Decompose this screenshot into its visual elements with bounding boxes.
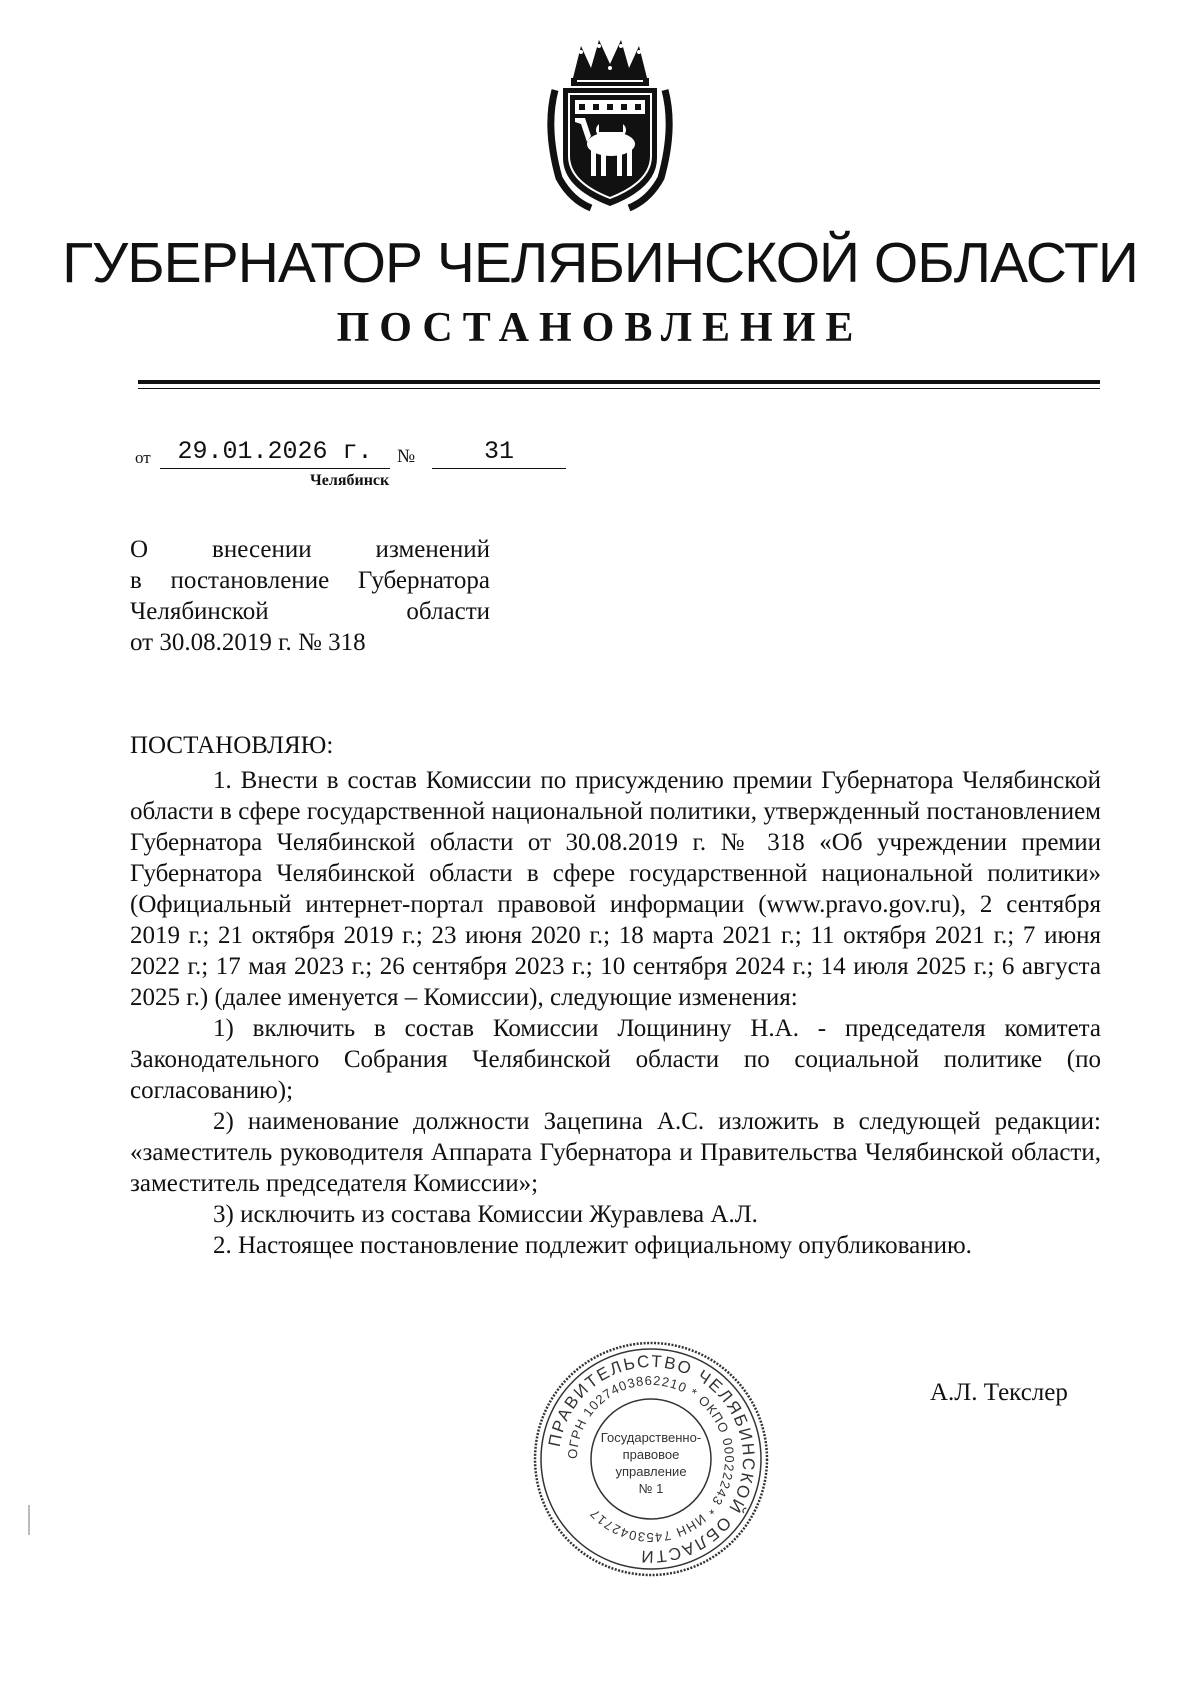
subject-line: Челябинской области	[130, 598, 490, 625]
header-rule-thick	[138, 380, 1100, 384]
authority-title: ГУБЕРНАТОР ЧЕЛЯБИНСКОЙ ОБЛАСТИ	[62, 231, 1138, 295]
body-paragraph: 1) включить в состав Комиссии Лощинину Н.А. - председателя комитета Законодательного Собрания Челябинской области по социальной политике (по согласованию);	[130, 1015, 1101, 1104]
document-date: 29.01.2026 г.	[160, 436, 390, 469]
official-seal-icon	[530, 1338, 772, 1580]
subject-line: О внесении изменений	[130, 536, 490, 563]
scan-margin-mark	[28, 1505, 30, 1535]
document-body	[130, 765, 1101, 1261]
body-paragraph: 2) наименование должности Зацепина А.С. изложить в следующей редакции: «заместитель руководителя Аппарата Губернатора и Правительства Челябинской области, заместитель председателя Комиссии»;	[130, 1108, 1101, 1197]
document-type: ПОСТАНОВЛЕНИЕ	[336, 305, 864, 351]
coat-of-arms-icon	[541, 38, 679, 216]
body-paragraph: 1. Внести в состав Комиссии по присуждению премии Губернатора Челябинской области в сфере государственной национальной политики, утвержденный постановлением Губернатора Челябинской области от 30.08.2019 г. № 318 «Об учреждении премии Губернатора Челябинской области в сфере государственной национальной политики» (Официальный интернет-портал правовой информации (www.pravo.gov.ru), 2 сентября 2019 г.; 21 октября 2019 г.; 23 июня 2020 г.; 18 марта 2021 г.; 11 октября 2021 г.; 7 июня 2022 г.; 17 мая 2023 г.; 26 сентября 2023 г.; 10 сентября 2024 г.; 14 июля 2025 г.; 6 августа 2025 г.) (далее именуется – Комиссии), следующие изменения:	[130, 767, 1101, 1011]
seal-center-line: правовое	[622, 1447, 680, 1462]
body-paragraph: 2. Настоящее постановление подлежит официальному опубликованию.	[213, 1232, 972, 1259]
seal-codes-text: ОГРН 1027403862210 * ОКПО 00022243 * ИНН 7453042717	[564, 1372, 738, 1546]
subject-line: в постановление Губернатора	[130, 567, 490, 594]
document-number: 31	[432, 436, 566, 469]
decree-word: ПОСТАНОВЛЯЮ:	[130, 732, 334, 759]
body-paragraph: 3) исключить из состава Комиссии Журавлева А.Л.	[213, 1201, 758, 1228]
signatory-name: А.Л. Текслер	[930, 1379, 1068, 1406]
issue-city: Челябинск	[310, 472, 390, 489]
seal-center-line: № 1	[638, 1481, 664, 1496]
seal-center-line: Государственно-	[600, 1430, 702, 1445]
document-subject	[130, 534, 490, 658]
seal-outer-text: ПРАВИТЕЛЬСТВО ЧЕЛЯБИНСКОЙ ОБЛАСТИ	[544, 1351, 759, 1567]
header-rule-thin	[138, 388, 1100, 389]
subject-line: от 30.08.2019 г. № 318	[130, 629, 366, 656]
number-prefix: №	[397, 446, 416, 467]
date-prefix: от	[135, 448, 151, 467]
seal-center-line: управление	[615, 1464, 687, 1479]
